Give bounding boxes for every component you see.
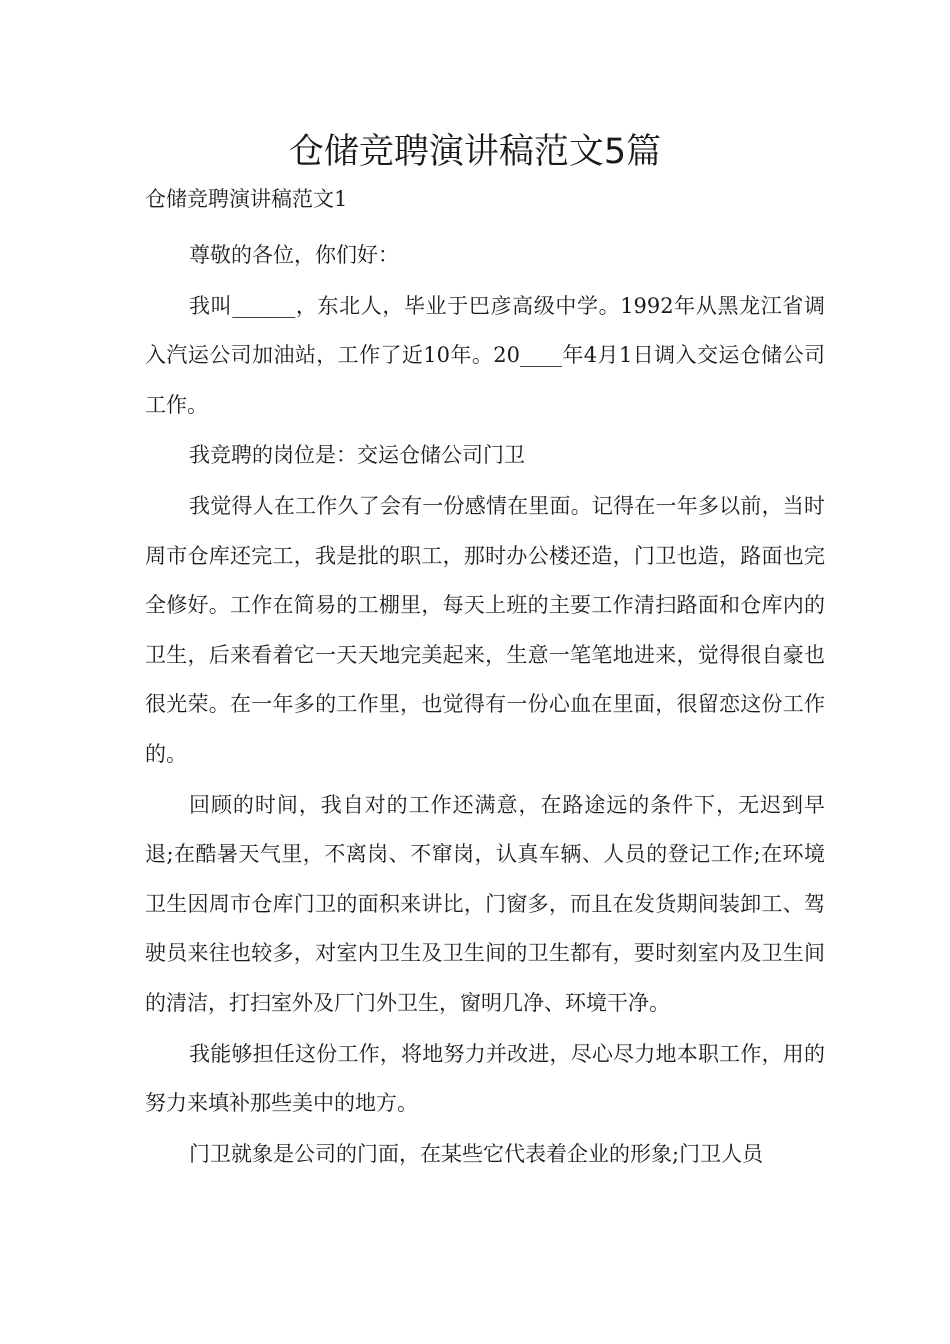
- paragraph-position: 我竞聘的岗位是：交运仓储公司门卫: [189, 443, 525, 468]
- paragraph-commitment: 我能够担任这份工作，将地努力并改进，尽心尽力地本职工作，用的努力来填补那些美中的地方。: [145, 1041, 825, 1116]
- document-body: [145, 231, 825, 1180]
- paragraph-experience: 我觉得人在工作久了会有一份感情在里面。记得在一年多以前，当时周市仓库还完工，我是批的职工，那时办公楼还造，门卫也造，路面也完全修好。工作在简易的工棚里，每天上班的主要工作清扫路面和仓库内的卫生，后来看着它一天天地完美起来，生意一笔笔地进来，觉得很自豪也很光荣。在一年多的工作里，也觉得有一份心血在里面，很留恋这份工作的。: [145, 493, 825, 766]
- section-heading: 仓储竞聘演讲稿范文1: [145, 187, 348, 211]
- paragraph-greeting: 尊敬的各位，你们好：: [189, 243, 399, 267]
- paragraph-review: 回顾的时间，我自对的工作还满意，在路途远的条件下，无迟到早退;在酷暑天气里，不离岗、不窜岗，认真车辆、人员的登记工作;在环境卫生因周市仓库门卫的面积来讲比，门窗多，而且在发货期间装卸工、驾驶员来往也较多，对室内卫生及卫生间的卫生都有，要时刻室内及卫生间的清洁，打扫室外及厂门外卫生，窗明几净、环境干净。: [145, 792, 825, 1015]
- paragraph-gatekeeper: 门卫就象是公司的门面，在某些它代表着企业的形象;门卫人员: [189, 1141, 764, 1166]
- paragraph-introduction: 我叫______，东北人，毕业于巴彦高级中学。1992年从黑龙江省调入汽运公司加油站，工作了近10年。20____年4月1日调入交运仓储公司工作。: [145, 293, 825, 417]
- document-title: 仓储竞聘演讲稿范文5篇: [288, 132, 662, 172]
